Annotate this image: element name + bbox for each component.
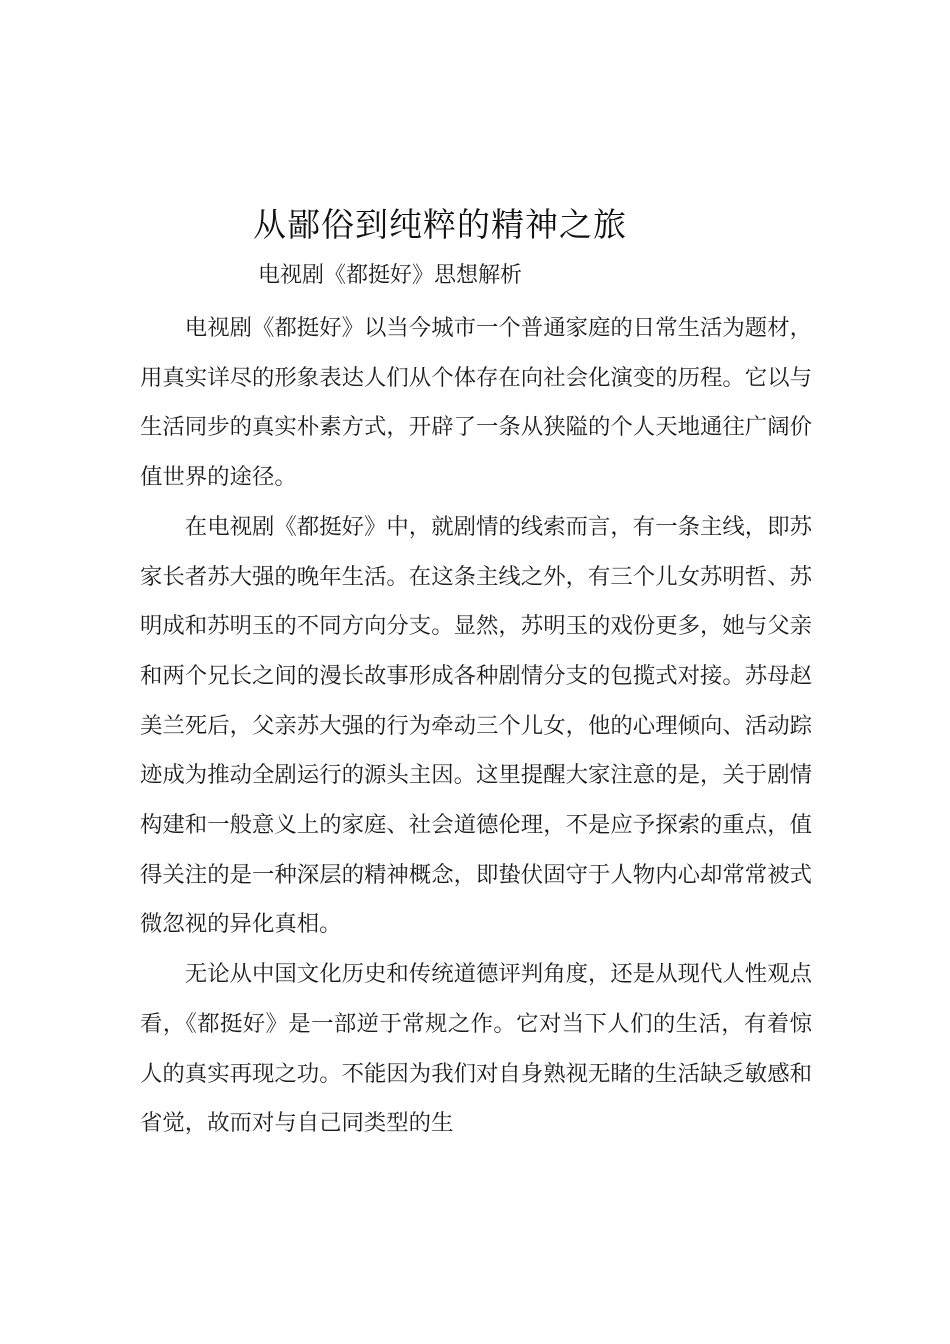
paragraph-3: 无论从中国文化历史和传统道德评判角度，还是从现代人性观点看，《都挺好》是一部逆于常规之作。它对当下人们的生活，有着惊人的真实再现之功。不能因为我们对自身熟视无睹的生活缺乏敏感和省觉，故而对与自己同类型的生 (140, 961, 812, 1137)
document-body (140, 304, 812, 1149)
page-title: 从鄙俗到纯粹的精神之旅 (253, 205, 627, 244)
page-subtitle: 电视剧《都挺好》思想解析 (258, 263, 523, 288)
paragraph-1: 电视剧《都挺好》以当今城市一个普通家庭的日常生活为题材，用真实详尽的形象表达人们从个体存在向社会化演变的历程。它以与生活同步的真实朴素方式，开辟了一条从狭隘的个人天地通往广阔价值世界的途径。 (140, 315, 812, 491)
paragraph-2: 在电视剧《都挺好》中，就剧情的线索而言，有一条主线，即苏家长者苏大强的晚年生活。在这条主线之外，有三个儿女苏明哲、苏明成和苏明玉的不同方向分支。显然，苏明玉的戏份更多，她与父亲和两个兄长之间的漫长故事形成各种剧情分支的包揽式对接。苏母赵美兰死后，父亲苏大强的行为牵动三个儿女，他的心理倾向、活动踪迹成为推动全剧运行的源头主因。这里提醒大家注意的是，关于剧情构建和一般意义上的家庭、社会道德伦理，不是应予探索的重点，值得关注的是一种深层的精神概念，即蛰伏固守于人物内心却常常被式微忽视的异化真相。 (140, 513, 812, 938)
